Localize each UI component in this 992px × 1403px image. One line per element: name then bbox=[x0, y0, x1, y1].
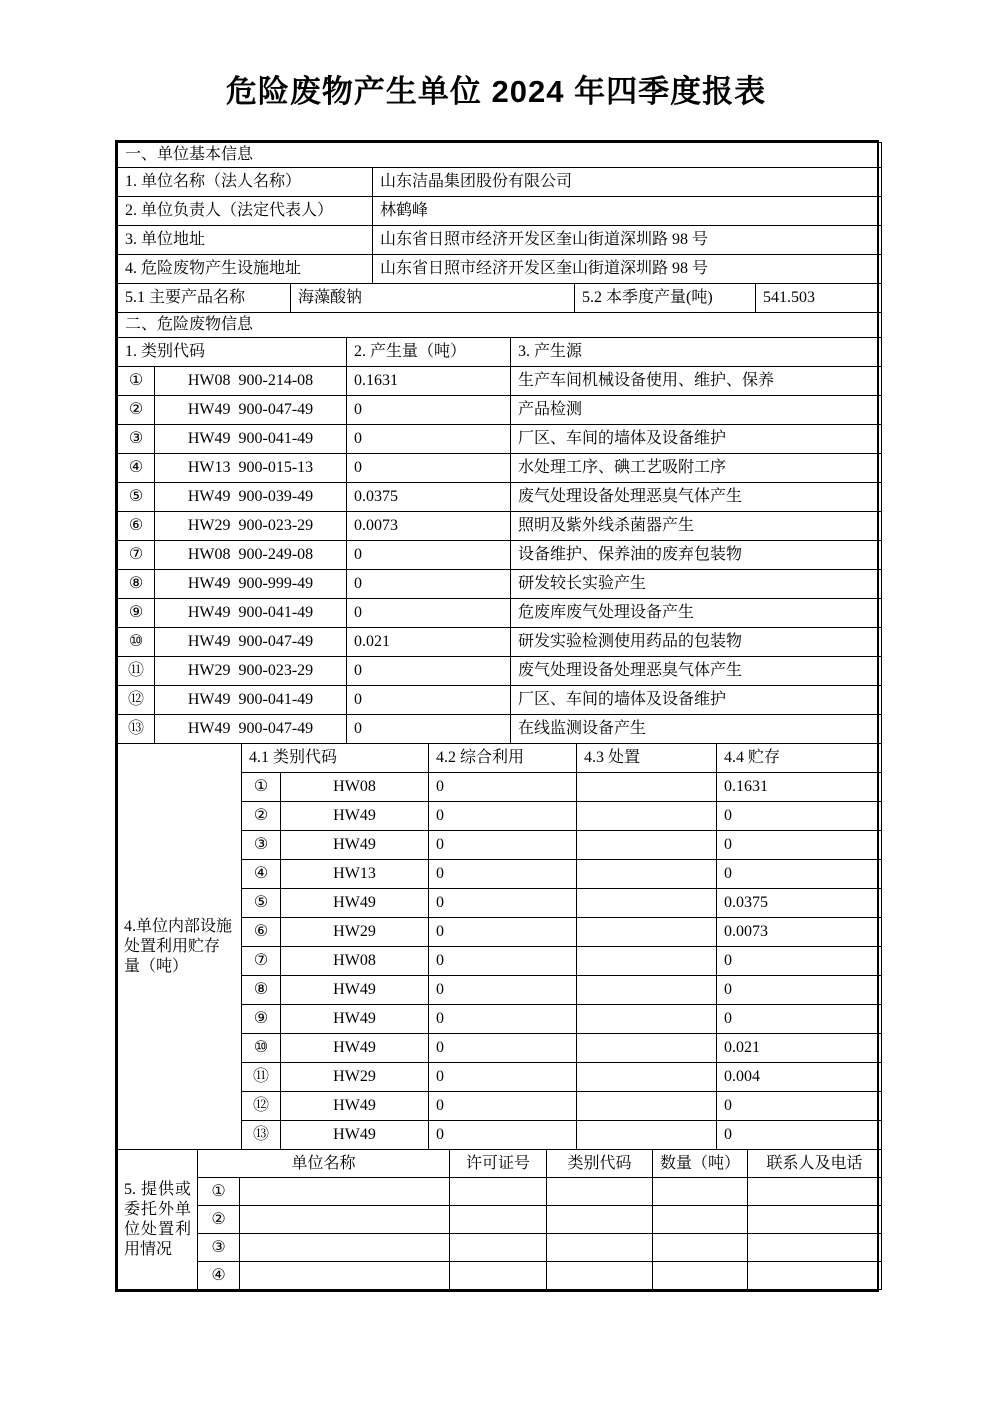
waste-code-cell: HW13 900-015-13 bbox=[155, 454, 347, 483]
internal-utilization-cell: 0 bbox=[429, 773, 577, 802]
external-name-cell bbox=[240, 1206, 450, 1234]
internal-utilization-cell: 0 bbox=[429, 976, 577, 1005]
waste-source-cell: 研发实验检测使用药品的包装物 bbox=[511, 628, 882, 657]
internal-storage-cell: 0.0073 bbox=[717, 918, 882, 947]
internal-code-cell: HW08 bbox=[281, 773, 429, 802]
basic-info-row bbox=[118, 168, 882, 197]
basic-info-value: 山东省日照市经济开发区奎山街道深圳路 98 号 bbox=[373, 255, 882, 284]
external-disposal-table bbox=[117, 1149, 882, 1290]
internal-row-number: ② bbox=[242, 802, 281, 831]
waste-code-header: 1. 类别代码 bbox=[118, 338, 347, 367]
internal-row-number: ⑧ bbox=[242, 976, 281, 1005]
waste-row-number: ⑫ bbox=[118, 686, 155, 715]
waste-code-cell: HW49 900-047-49 bbox=[155, 396, 347, 425]
external-contact-cell bbox=[748, 1206, 882, 1234]
product-name-value: 海藻酸钠 bbox=[291, 284, 575, 313]
waste-code-cell: HW49 900-999-49 bbox=[155, 570, 347, 599]
basic-info-value: 山东省日照市经济开发区奎山街道深圳路 98 号 bbox=[373, 226, 882, 255]
product-row bbox=[118, 284, 882, 313]
waste-source-cell: 在线监测设备产生 bbox=[511, 715, 882, 744]
internal-row-number: ① bbox=[242, 773, 281, 802]
internal-row-number: ⑨ bbox=[242, 1005, 281, 1034]
report-form bbox=[115, 140, 879, 1292]
internal-disposal-cell bbox=[577, 1034, 717, 1063]
internal-utilization-cell: 0 bbox=[429, 1121, 577, 1150]
external-code-cell bbox=[547, 1234, 653, 1262]
internal-disposal-cell bbox=[577, 918, 717, 947]
internal-storage-cell: 0 bbox=[717, 976, 882, 1005]
internal-storage-cell: 0 bbox=[717, 1092, 882, 1121]
internal-code-cell: HW49 bbox=[281, 889, 429, 918]
waste-amount-cell: 0 bbox=[347, 425, 511, 454]
waste-info-row bbox=[118, 599, 882, 628]
waste-info-row bbox=[118, 541, 882, 570]
internal-row-number: ⑤ bbox=[242, 889, 281, 918]
product-row-table bbox=[117, 283, 882, 313]
waste-source-cell: 厂区、车间的墙体及设备维护 bbox=[511, 425, 882, 454]
external-amount-cell bbox=[653, 1234, 748, 1262]
external-amount-cell bbox=[653, 1206, 748, 1234]
waste-amount-cell: 0.0375 bbox=[347, 483, 511, 512]
waste-amount-cell: 0.021 bbox=[347, 628, 511, 657]
external-name-header: 单位名称 bbox=[198, 1150, 450, 1178]
waste-info-row bbox=[118, 396, 882, 425]
waste-source-cell: 水处理工序、碘工艺吸附工序 bbox=[511, 454, 882, 483]
external-code-cell bbox=[547, 1178, 653, 1206]
external-code-header: 类别代码 bbox=[547, 1150, 653, 1178]
external-row-number: ① bbox=[198, 1178, 240, 1206]
external-disposal-row bbox=[118, 1178, 882, 1206]
internal-code-cell: HW49 bbox=[281, 1092, 429, 1121]
external-name-cell bbox=[240, 1234, 450, 1262]
basic-info-section-row bbox=[118, 143, 882, 168]
internal-facility-header-row bbox=[118, 744, 882, 773]
basic-info-label: 3. 单位地址 bbox=[118, 226, 373, 255]
internal-code-cell: HW29 bbox=[281, 1063, 429, 1092]
external-disposal-row bbox=[118, 1234, 882, 1262]
internal-code-cell: HW49 bbox=[281, 1005, 429, 1034]
waste-source-cell: 照明及紫外线杀菌器产生 bbox=[511, 512, 882, 541]
internal-storage-cell: 0 bbox=[717, 831, 882, 860]
internal-code-cell: HW49 bbox=[281, 1121, 429, 1150]
external-license-header: 许可证号 bbox=[450, 1150, 547, 1178]
basic-info-value: 山东洁晶集团股份有限公司 bbox=[373, 168, 882, 197]
internal-utilization-cell: 0 bbox=[429, 947, 577, 976]
internal-facility-table bbox=[117, 743, 882, 1150]
waste-amount-cell: 0.0073 bbox=[347, 512, 511, 541]
waste-code-cell: HW08 900-249-08 bbox=[155, 541, 347, 570]
internal-disposal-cell bbox=[577, 773, 717, 802]
waste-info-row bbox=[118, 686, 882, 715]
waste-source-cell: 厂区、车间的墙体及设备维护 bbox=[511, 686, 882, 715]
waste-row-number: ⑥ bbox=[118, 512, 155, 541]
internal-disposal-cell bbox=[577, 1005, 717, 1034]
quarter-output-value: 541.503 bbox=[756, 284, 882, 313]
basic-info-row bbox=[118, 197, 882, 226]
external-contact-cell bbox=[748, 1234, 882, 1262]
page-title: 危险废物产生单位 2024 年四季度报表 bbox=[225, 74, 767, 109]
waste-amount-cell: 0 bbox=[347, 396, 511, 425]
basic-info-section-title: 一、单位基本信息 bbox=[118, 143, 882, 168]
internal-row-number: ⑫ bbox=[242, 1092, 281, 1121]
waste-amount-cell: 0 bbox=[347, 541, 511, 570]
internal-utilization-cell: 0 bbox=[429, 1034, 577, 1063]
external-amount-cell bbox=[653, 1178, 748, 1206]
waste-source-cell: 产品检测 bbox=[511, 396, 882, 425]
external-amount-cell bbox=[653, 1262, 748, 1290]
external-disposal-row bbox=[118, 1206, 882, 1234]
internal-disposal-cell bbox=[577, 976, 717, 1005]
waste-amount-header: 2. 产生量（吨） bbox=[347, 338, 511, 367]
basic-info-label: 2. 单位负责人（法定代表人） bbox=[118, 197, 373, 226]
internal-utilization-cell: 0 bbox=[429, 802, 577, 831]
waste-amount-cell: 0 bbox=[347, 715, 511, 744]
waste-code-cell: HW49 900-041-49 bbox=[155, 425, 347, 454]
internal-code-header: 4.1 类别代码 bbox=[242, 744, 429, 773]
waste-source-cell: 危废库废气处理设备产生 bbox=[511, 599, 882, 628]
external-license-cell bbox=[450, 1262, 547, 1290]
external-amount-header: 数量（吨） bbox=[653, 1150, 748, 1178]
waste-row-number: ⑨ bbox=[118, 599, 155, 628]
basic-info-table bbox=[117, 142, 882, 284]
internal-utilization-header: 4.2 综合利用 bbox=[429, 744, 577, 773]
waste-info-header-row bbox=[118, 338, 882, 367]
waste-info-table bbox=[117, 312, 882, 744]
external-disposal-label: 5. 提供或委托外单位处置利用情况 bbox=[118, 1150, 198, 1290]
waste-row-number: ⑬ bbox=[118, 715, 155, 744]
basic-info-row bbox=[118, 255, 882, 284]
internal-utilization-cell: 0 bbox=[429, 889, 577, 918]
internal-storage-cell: 0 bbox=[717, 1005, 882, 1034]
internal-storage-cell: 0.1631 bbox=[717, 773, 882, 802]
waste-row-number: ⑦ bbox=[118, 541, 155, 570]
internal-utilization-cell: 0 bbox=[429, 831, 577, 860]
waste-info-section-row bbox=[118, 313, 882, 338]
internal-code-cell: HW49 bbox=[281, 802, 429, 831]
waste-code-cell: HW49 900-047-49 bbox=[155, 715, 347, 744]
waste-source-header: 3. 产生源 bbox=[511, 338, 882, 367]
waste-info-row bbox=[118, 483, 882, 512]
waste-amount-cell: 0 bbox=[347, 657, 511, 686]
waste-info-row bbox=[118, 715, 882, 744]
waste-info-row bbox=[118, 454, 882, 483]
waste-info-row bbox=[118, 570, 882, 599]
external-row-number: ④ bbox=[198, 1262, 240, 1290]
waste-amount-cell: 0 bbox=[347, 454, 511, 483]
external-contact-cell bbox=[748, 1262, 882, 1290]
waste-amount-cell: 0 bbox=[347, 570, 511, 599]
internal-row-number: ⑦ bbox=[242, 947, 281, 976]
external-license-cell bbox=[450, 1234, 547, 1262]
waste-info-row bbox=[118, 425, 882, 454]
internal-row-number: ⑩ bbox=[242, 1034, 281, 1063]
basic-info-value: 林鹤峰 bbox=[373, 197, 882, 226]
waste-code-cell: HW49 900-041-49 bbox=[155, 599, 347, 628]
basic-info-label: 4. 危险废物产生设施地址 bbox=[118, 255, 373, 284]
external-row-number: ② bbox=[198, 1206, 240, 1234]
waste-info-row bbox=[118, 657, 882, 686]
internal-code-cell: HW08 bbox=[281, 947, 429, 976]
waste-info-section-title: 二、危险废物信息 bbox=[118, 313, 882, 338]
waste-source-cell: 研发较长实验产生 bbox=[511, 570, 882, 599]
waste-info-row bbox=[118, 367, 882, 396]
waste-source-cell: 设备维护、保养油的废弃包装物 bbox=[511, 541, 882, 570]
internal-storage-header: 4.4 贮存 bbox=[717, 744, 882, 773]
internal-facility-label: 4.单位内部设施处置利用贮存量（吨） bbox=[118, 744, 242, 1150]
basic-info-label: 1. 单位名称（法人名称） bbox=[118, 168, 373, 197]
internal-utilization-cell: 0 bbox=[429, 1063, 577, 1092]
internal-row-number: ④ bbox=[242, 860, 281, 889]
internal-disposal-cell bbox=[577, 1092, 717, 1121]
waste-row-number: ⑤ bbox=[118, 483, 155, 512]
internal-storage-cell: 0.0375 bbox=[717, 889, 882, 918]
internal-row-number: ⑪ bbox=[242, 1063, 281, 1092]
internal-storage-cell: 0 bbox=[717, 802, 882, 831]
product-name-label: 5.1 主要产品名称 bbox=[118, 284, 291, 313]
internal-utilization-cell: 0 bbox=[429, 1005, 577, 1034]
internal-disposal-cell bbox=[577, 947, 717, 976]
internal-disposal-cell bbox=[577, 1063, 717, 1092]
internal-utilization-cell: 0 bbox=[429, 860, 577, 889]
internal-disposal-cell bbox=[577, 1121, 717, 1150]
waste-amount-cell: 0 bbox=[347, 686, 511, 715]
internal-storage-cell: 0 bbox=[717, 860, 882, 889]
internal-disposal-cell bbox=[577, 860, 717, 889]
waste-row-number: ① bbox=[118, 367, 155, 396]
waste-amount-cell: 0.1631 bbox=[347, 367, 511, 396]
internal-utilization-cell: 0 bbox=[429, 918, 577, 947]
waste-code-cell: HW29 900-023-29 bbox=[155, 512, 347, 541]
quarter-output-label: 5.2 本季度产量(吨) bbox=[575, 284, 756, 313]
internal-code-cell: HW49 bbox=[281, 976, 429, 1005]
external-code-cell bbox=[547, 1262, 653, 1290]
internal-row-number: ⑬ bbox=[242, 1121, 281, 1150]
waste-row-number: ⑧ bbox=[118, 570, 155, 599]
waste-code-cell: HW49 900-039-49 bbox=[155, 483, 347, 512]
waste-info-row bbox=[118, 512, 882, 541]
internal-row-number: ③ bbox=[242, 831, 281, 860]
waste-row-number: ③ bbox=[118, 425, 155, 454]
waste-source-cell: 废气处理设备处理恶臭气体产生 bbox=[511, 657, 882, 686]
waste-row-number: ⑩ bbox=[118, 628, 155, 657]
external-row-number: ③ bbox=[198, 1234, 240, 1262]
external-contact-header: 联系人及电话 bbox=[748, 1150, 882, 1178]
waste-source-cell: 废气处理设备处理恶臭气体产生 bbox=[511, 483, 882, 512]
waste-row-number: ② bbox=[118, 396, 155, 425]
internal-disposal-header: 4.3 处置 bbox=[577, 744, 717, 773]
internal-storage-cell: 0.021 bbox=[717, 1034, 882, 1063]
internal-row-number: ⑥ bbox=[242, 918, 281, 947]
internal-utilization-cell: 0 bbox=[429, 1092, 577, 1121]
internal-disposal-cell bbox=[577, 831, 717, 860]
waste-amount-cell: 0 bbox=[347, 599, 511, 628]
external-disposal-header-row bbox=[118, 1150, 882, 1178]
external-license-cell bbox=[450, 1178, 547, 1206]
external-disposal-row bbox=[118, 1262, 882, 1290]
waste-code-cell: HW49 900-041-49 bbox=[155, 686, 347, 715]
external-contact-cell bbox=[748, 1178, 882, 1206]
waste-code-cell: HW08 900-214-08 bbox=[155, 367, 347, 396]
internal-code-cell: HW49 bbox=[281, 831, 429, 860]
waste-info-row bbox=[118, 628, 882, 657]
internal-storage-cell: 0 bbox=[717, 1121, 882, 1150]
internal-code-cell: HW49 bbox=[281, 1034, 429, 1063]
internal-code-cell: HW13 bbox=[281, 860, 429, 889]
waste-code-cell: HW29 900-023-29 bbox=[155, 657, 347, 686]
external-license-cell bbox=[450, 1206, 547, 1234]
internal-storage-cell: 0.004 bbox=[717, 1063, 882, 1092]
internal-disposal-cell bbox=[577, 889, 717, 918]
waste-row-number: ④ bbox=[118, 454, 155, 483]
external-name-cell bbox=[240, 1262, 450, 1290]
waste-row-number: ⑪ bbox=[118, 657, 155, 686]
external-code-cell bbox=[547, 1206, 653, 1234]
internal-disposal-cell bbox=[577, 802, 717, 831]
waste-source-cell: 生产车间机械设备使用、维护、保养 bbox=[511, 367, 882, 396]
basic-info-row bbox=[118, 226, 882, 255]
external-name-cell bbox=[240, 1178, 450, 1206]
internal-code-cell: HW29 bbox=[281, 918, 429, 947]
waste-code-cell: HW49 900-047-49 bbox=[155, 628, 347, 657]
internal-storage-cell: 0 bbox=[717, 947, 882, 976]
